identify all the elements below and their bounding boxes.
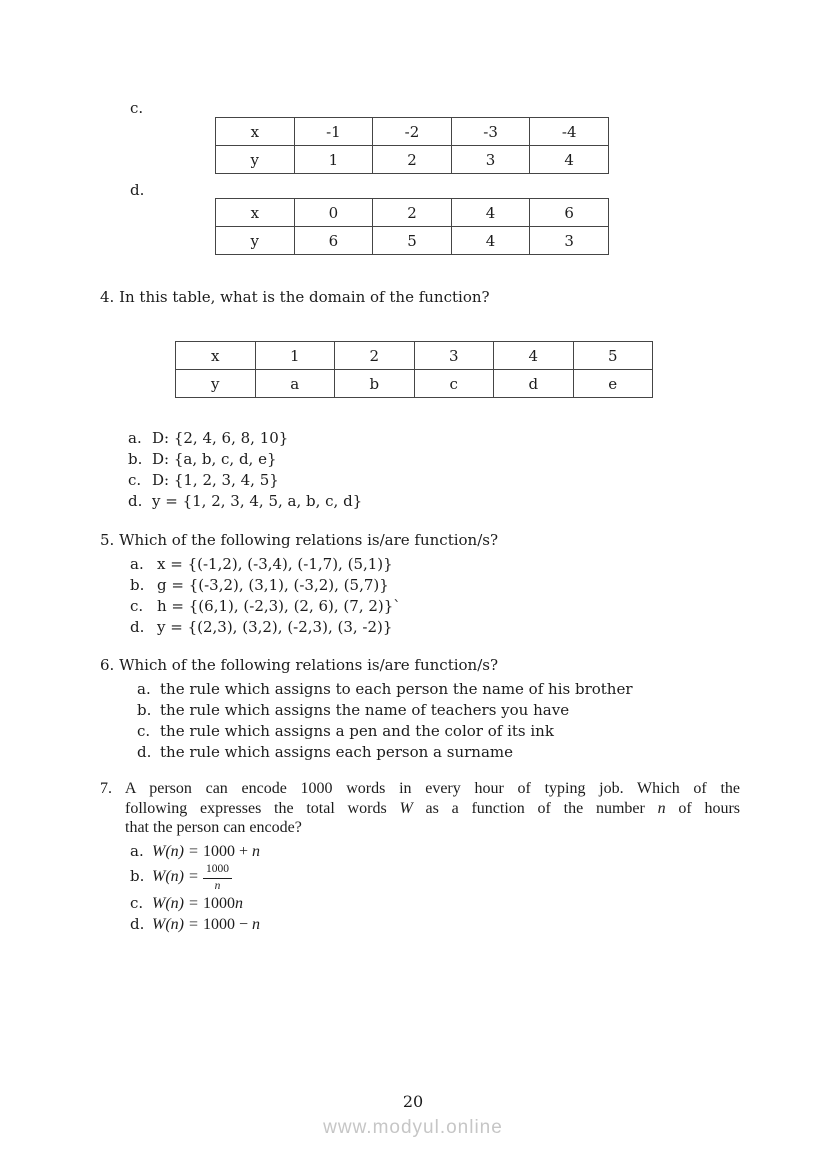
- option-text: h = {(6,1), (-2,3), (2, 6), (7, 2)}`: [157, 597, 401, 615]
- line2-segment: as a function of the number: [412, 799, 658, 817]
- option-label: b.: [137, 701, 152, 719]
- option-c: [130, 893, 260, 914]
- table-cell: -2: [373, 118, 452, 146]
- table-cell: x: [176, 342, 256, 370]
- option-label: a.: [128, 429, 142, 447]
- math-rhs: 1000 +: [203, 843, 253, 860]
- option-c: [128, 470, 362, 491]
- equals-sign: =: [188, 916, 199, 933]
- table-row: [216, 227, 609, 255]
- option-text: D: {2, 4, 6, 8, 10}: [152, 429, 289, 447]
- option-label: d.: [130, 618, 145, 636]
- math-lhs: W(n): [152, 895, 184, 912]
- question-4-options: [128, 428, 362, 512]
- math-variable-n: n: [235, 895, 244, 912]
- table-cell: 4: [451, 227, 530, 255]
- table-row: [176, 370, 653, 398]
- option-text: the rule which assigns a pen and the color of its ink: [160, 722, 554, 740]
- option-d: [130, 617, 401, 638]
- table-cell: 3: [530, 227, 609, 255]
- table-cell: -4: [530, 118, 609, 146]
- table-row: [216, 199, 609, 227]
- question-7-line-1: 7. A person can encode 1000 words in every hour of typing job. Which of the: [100, 780, 740, 797]
- question-6-options: [137, 679, 633, 763]
- option-d: [130, 914, 260, 935]
- option-a: [128, 428, 362, 449]
- option-text: y = {1, 2, 3, 4, 5, a, b, c, d}: [152, 492, 363, 510]
- table-cell: b: [335, 370, 415, 398]
- line2-segment: following expresses the total words: [125, 799, 400, 817]
- table-row: [176, 342, 653, 370]
- math-variable-n: n: [252, 916, 261, 933]
- table-cell: 4: [451, 199, 530, 227]
- option-b: [128, 449, 362, 470]
- option-a: [130, 841, 260, 862]
- question-4-text: 4. In this table, what is the domain of the function?: [100, 288, 490, 306]
- table-cell: y: [216, 227, 295, 255]
- table-cell: a: [255, 370, 335, 398]
- equals-sign: =: [188, 843, 199, 860]
- table-cell: 5: [573, 342, 653, 370]
- question-7-line-3: that the person can encode?: [125, 819, 302, 836]
- equals-sign: =: [188, 895, 199, 912]
- option-c: [137, 721, 633, 742]
- table-cell: 1: [294, 146, 373, 174]
- table-cell: y: [216, 146, 295, 174]
- table-cell: x: [216, 118, 295, 146]
- table-cell: 3: [451, 146, 530, 174]
- option-label: a.: [130, 555, 144, 573]
- option-label: b.: [130, 867, 145, 886]
- item-c-label: c.: [130, 99, 144, 117]
- option-label: d.: [128, 492, 143, 510]
- table-cell: 6: [294, 227, 373, 255]
- math-variable-W: W: [399, 799, 413, 817]
- question-5-options: [130, 554, 401, 638]
- question-7-line-2: [100, 799, 740, 819]
- item-c-table: [215, 117, 609, 174]
- option-label: d.: [137, 743, 152, 761]
- table-cell: x: [216, 199, 295, 227]
- option-text: g = {(-3,2), (3,1), (-3,2), (5,7)}: [157, 576, 389, 594]
- table-cell: 2: [373, 146, 452, 174]
- option-text: the rule which assigns to each person the name of his brother: [160, 680, 633, 698]
- page-number: 20: [402, 1092, 424, 1111]
- table-cell: y: [176, 370, 256, 398]
- question-4-table: [175, 341, 653, 398]
- math-lhs: W(n): [152, 843, 184, 860]
- option-label: a.: [137, 680, 151, 698]
- option-b: [130, 863, 260, 892]
- table-cell: 0: [294, 199, 373, 227]
- option-text: D: {a, b, c, d, e}: [152, 450, 277, 468]
- table-row: [216, 118, 609, 146]
- table-cell: 3: [414, 342, 494, 370]
- table-cell: c: [414, 370, 494, 398]
- line2-segment: of hours: [665, 799, 740, 817]
- math-variable-n: n: [252, 843, 261, 860]
- table-row: [216, 146, 609, 174]
- math-variable-n: n: [657, 799, 666, 817]
- option-label: c.: [128, 471, 142, 489]
- table-cell: -1: [294, 118, 373, 146]
- option-text: the rule which assigns each person a surname: [160, 743, 513, 761]
- option-a: [137, 679, 633, 700]
- table-cell: 4: [494, 342, 574, 370]
- question-7-text: [100, 779, 740, 838]
- option-label: b.: [128, 450, 143, 468]
- option-d: [137, 742, 633, 763]
- option-label: d.: [130, 915, 145, 933]
- watermark: www.modyul.online: [323, 1117, 503, 1138]
- table-cell: d: [494, 370, 574, 398]
- table-cell: 2: [335, 342, 415, 370]
- math-rhs: 1000 −: [203, 916, 253, 933]
- option-label: c.: [137, 722, 151, 740]
- table-cell: 4: [530, 146, 609, 174]
- option-label: a.: [130, 842, 144, 860]
- fraction-denominator: n: [214, 879, 221, 892]
- fraction: [203, 863, 232, 892]
- equals-sign: =: [188, 868, 199, 886]
- option-text: y = {(2,3), (3,2), (-2,3), (3, -2)}: [157, 618, 393, 636]
- option-label: c.: [130, 894, 144, 912]
- question-5-text: 5. Which of the following relations is/are function/s?: [100, 531, 499, 549]
- option-b: [137, 700, 633, 721]
- option-text: x = {(-1,2), (-3,4), (-1,7), (5,1)}: [157, 555, 393, 573]
- math-lhs: W(n): [152, 868, 184, 886]
- table-cell: 2: [373, 199, 452, 227]
- table-cell: 6: [530, 199, 609, 227]
- item-d-label: d.: [130, 181, 145, 199]
- table-cell: -3: [451, 118, 530, 146]
- option-label: c.: [130, 597, 144, 615]
- option-d: [128, 491, 362, 512]
- option-b: [130, 575, 401, 596]
- fraction-numerator: 1000: [203, 863, 232, 879]
- option-text: D: {1, 2, 3, 4, 5}: [152, 471, 279, 489]
- table-cell: 1: [255, 342, 335, 370]
- math-rhs: 1000: [203, 895, 236, 912]
- option-a: [130, 554, 401, 575]
- option-label: b.: [130, 576, 145, 594]
- option-text: the rule which assigns the name of teachers you have: [160, 701, 570, 719]
- table-cell: 5: [373, 227, 452, 255]
- math-lhs: W(n): [152, 916, 184, 933]
- option-c: [130, 596, 401, 617]
- question-6-text: 6. Which of the following relations is/are function/s?: [100, 656, 499, 674]
- question-7-options: [130, 841, 260, 935]
- item-d-table: [215, 198, 609, 255]
- table-cell: e: [573, 370, 653, 398]
